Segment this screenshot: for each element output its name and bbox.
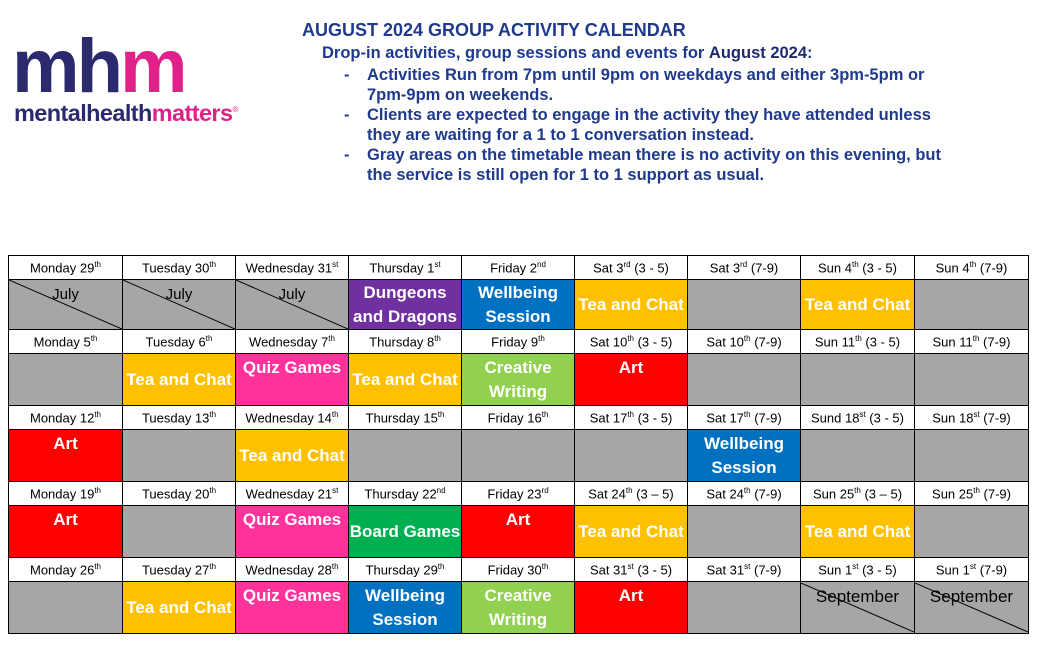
activity-label: Art <box>53 434 78 453</box>
week-header-row <box>9 558 1029 582</box>
day-header: Tuesday 20th <box>123 482 236 506</box>
activity-label: Quiz Games <box>242 510 342 529</box>
activity-cell <box>349 506 462 558</box>
no-activity-cell <box>801 354 915 406</box>
activity-cell <box>349 354 462 406</box>
activity-cell <box>236 354 349 406</box>
day-header: Tuesday 6th <box>123 330 236 354</box>
day-header: Sat 17th (3 - 5) <box>575 406 688 430</box>
no-activity-cell <box>801 430 915 482</box>
note-item: - Clients are expected to engage in the activity they have attended unless they are waiting for a 1 to 1 conversation instead. <box>342 105 962 145</box>
activity-label: Art <box>53 510 78 529</box>
day-header: Monday 5th <box>9 330 123 354</box>
no-activity-cell <box>9 582 123 634</box>
no-activity-cell <box>915 430 1029 482</box>
activity-cell <box>462 280 575 330</box>
day-header: Sun 1st (7-9) <box>915 558 1029 582</box>
day-header: Wednesday 28th <box>236 558 349 582</box>
day-header: Sun 4th (7-9) <box>915 256 1029 280</box>
activity-cell <box>349 582 462 634</box>
day-header: Friday 2nd <box>462 256 575 280</box>
activity-label: Tea and Chat <box>804 521 911 541</box>
activity-label: Wellbeing Session <box>365 585 445 629</box>
crossed-out-cell <box>123 280 236 330</box>
day-header: Thursday 29th <box>349 558 462 582</box>
no-activity-cell <box>123 506 236 558</box>
activity-cell <box>462 354 575 406</box>
logo-mark: mhm <box>12 24 185 109</box>
day-header: Monday 19th <box>9 482 123 506</box>
activity-label: Wellbeing Session <box>478 282 558 326</box>
day-header: Wednesday 7th <box>236 330 349 354</box>
activity-cell <box>575 506 688 558</box>
activity-cell <box>9 430 123 482</box>
day-header: Sun 1st (3 - 5) <box>801 558 915 582</box>
logo-wordmark: mentalhealthmatters® <box>14 100 238 126</box>
day-header: Sat 31st (7-9) <box>688 558 801 582</box>
day-header: Monday 26th <box>9 558 123 582</box>
crossed-out-cell <box>236 280 349 330</box>
activity-label: Quiz Games <box>242 358 342 377</box>
activity-cell <box>801 506 915 558</box>
activity-label: Tea and Chat <box>578 521 684 541</box>
day-header: Friday 16th <box>462 406 575 430</box>
week-activity-row <box>9 506 1029 558</box>
day-header: Sat 3rd (7-9) <box>688 256 801 280</box>
month-label: September <box>815 587 900 606</box>
no-activity-cell <box>688 506 801 558</box>
activity-label: Creative Writing <box>484 357 552 401</box>
no-activity-cell <box>915 506 1029 558</box>
crossed-out-cell <box>801 582 915 634</box>
no-activity-cell <box>688 354 801 406</box>
day-header: Sat 10th (7-9) <box>688 330 801 354</box>
week-header-row <box>9 482 1029 506</box>
day-header: Friday 9th <box>462 330 575 354</box>
no-activity-cell <box>915 354 1029 406</box>
day-header: Wednesday 21st <box>236 482 349 506</box>
day-header: Wednesday 14th <box>236 406 349 430</box>
activity-label: Tea and Chat <box>352 369 458 389</box>
activity-cell <box>575 354 688 406</box>
day-header: Thursday 8th <box>349 330 462 354</box>
day-header: Tuesday 30th <box>123 256 236 280</box>
activity-cell <box>575 280 688 330</box>
day-header: Tuesday 27th <box>123 558 236 582</box>
day-header: Sat 24th (7-9) <box>688 482 801 506</box>
day-header: Sun 25th (3 – 5) <box>801 482 915 506</box>
crossed-out-cell <box>915 582 1029 634</box>
activity-cell <box>462 582 575 634</box>
activity-cell <box>123 582 236 634</box>
no-activity-cell <box>349 430 462 482</box>
activity-label: Wellbeing Session <box>704 433 784 477</box>
activity-label: Creative Writing <box>484 585 552 629</box>
day-header: Sun 11th (7-9) <box>915 330 1029 354</box>
no-activity-cell <box>123 430 236 482</box>
activity-cell <box>9 506 123 558</box>
month-label: September <box>929 587 1014 606</box>
activity-cell <box>236 506 349 558</box>
no-activity-cell <box>9 354 123 406</box>
activity-cell <box>801 280 915 330</box>
day-header: Sun 18st (7-9) <box>915 406 1029 430</box>
activity-cell <box>236 582 349 634</box>
activity-label: Dungeons and Dragons <box>353 282 457 326</box>
activity-label: Art <box>505 510 531 529</box>
week-activity-row <box>9 280 1029 330</box>
crossed-out-cell <box>9 280 123 330</box>
day-header: Friday 23rd <box>462 482 575 506</box>
week-header-row <box>9 330 1029 354</box>
day-header: Sat 3rd (3 - 5) <box>575 256 688 280</box>
day-header: Sat 24th (3 – 5) <box>575 482 688 506</box>
no-activity-cell <box>688 280 801 330</box>
no-activity-cell <box>688 582 801 634</box>
week-activity-row <box>9 354 1029 406</box>
day-header: Tuesday 13th <box>123 406 236 430</box>
day-header: Sund 18st (3 - 5) <box>801 406 915 430</box>
activity-label: Tea and Chat <box>126 597 232 617</box>
activity-cell <box>575 582 688 634</box>
day-header: Friday 30th <box>462 558 575 582</box>
activity-cell <box>123 354 236 406</box>
day-header: Sat 17th (7-9) <box>688 406 801 430</box>
week-header-row <box>9 256 1029 280</box>
activity-label: Tea and Chat <box>578 294 684 314</box>
day-header: Sun 4th (3 - 5) <box>801 256 915 280</box>
activity-cell <box>236 430 349 482</box>
month-label: July <box>52 286 79 303</box>
day-header: Monday 12th <box>9 406 123 430</box>
week-header-row <box>9 406 1029 430</box>
month-label: July <box>165 286 193 303</box>
day-header: Wednesday 31st <box>236 256 349 280</box>
no-activity-cell <box>575 430 688 482</box>
note-item: - Gray areas on the timetable mean there is no activity on this evening, but the service is still open for 1 to 1 support as usual. <box>342 145 962 185</box>
activity-label: Tea and Chat <box>239 445 345 465</box>
day-header: Monday 29th <box>9 256 123 280</box>
day-header: Sun 25th (7-9) <box>915 482 1029 506</box>
day-header: Sat 31st (3 - 5) <box>575 558 688 582</box>
notes-list <box>342 65 962 185</box>
activity-label: Quiz Games <box>242 586 342 605</box>
activity-cell <box>349 280 462 330</box>
intro-text: Drop-in activities, group sessions and events for August 2024: <box>322 44 813 62</box>
no-activity-cell <box>462 430 575 482</box>
month-label: July <box>278 286 306 303</box>
activity-label: Art <box>618 586 644 605</box>
activity-label: Tea and Chat <box>126 369 232 389</box>
activity-label: Tea and Chat <box>804 294 911 314</box>
day-header: Sat 10th (3 - 5) <box>575 330 688 354</box>
activity-label: Art <box>618 358 644 377</box>
note-item: - Activities Run from 7pm until 9pm on weekdays and either 3pm-5pm or 7pm-9pm on weekends. <box>342 65 962 105</box>
week-activity-row <box>9 582 1029 634</box>
page-title: AUGUST 2024 GROUP ACTIVITY CALENDAR <box>302 20 686 40</box>
activity-cell <box>462 506 575 558</box>
activity-label: Board Games <box>349 521 461 541</box>
activity-calendar-table <box>8 255 1029 634</box>
activity-cell <box>688 430 801 482</box>
day-header: Thursday 1st <box>349 256 462 280</box>
day-header: Sun 11th (3 - 5) <box>801 330 915 354</box>
no-activity-cell <box>915 280 1029 330</box>
day-header: Thursday 22nd <box>349 482 462 506</box>
week-activity-row <box>9 430 1029 482</box>
day-header: Thursday 15th <box>349 406 462 430</box>
mhm-logo <box>12 24 302 132</box>
